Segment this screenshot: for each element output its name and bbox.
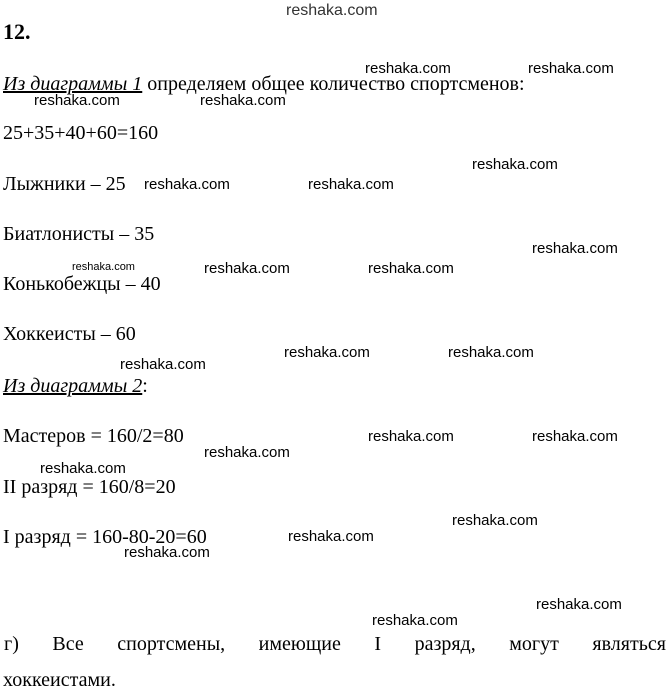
site-header-watermark: reshaka.com (286, 2, 378, 19)
answer-word: спортсмены, (117, 633, 226, 655)
section2-heading (3, 376, 148, 396)
item-skaters: Конькобежцы – 40 (3, 273, 161, 295)
watermark: reshaka.com (536, 596, 622, 613)
watermark: reshaka.com (452, 512, 538, 529)
watermark: reshaka.com (72, 261, 135, 273)
item-skiers: Лыжники – 25 (3, 173, 126, 195)
rank1-calc: I разряд = 160-80-20=60 (3, 526, 207, 548)
watermark: reshaka.com (204, 260, 290, 277)
watermark: reshaka.com (528, 60, 614, 77)
answer-word: являться (592, 633, 666, 655)
watermark: reshaka.com (532, 428, 618, 445)
watermark: reshaka.com (308, 176, 394, 193)
watermark: reshaka.com (368, 260, 454, 277)
item-hockey: Хоккеисты – 60 (3, 323, 136, 345)
watermark: reshaka.com (204, 444, 290, 461)
watermark: reshaka.com (40, 460, 126, 477)
watermark: reshaka.com (532, 240, 618, 257)
answer-word: г) (4, 633, 19, 655)
diagram1-source-ref: Из диаграммы 1 (3, 73, 143, 95)
watermark: reshaka.com (288, 528, 374, 545)
item-biathletes: Биатлонисты – 35 (3, 223, 155, 245)
answer-word: могут (509, 633, 559, 655)
watermark: reshaka.com (448, 344, 534, 361)
watermark: reshaka.com (200, 92, 286, 109)
rank2-calc: II разряд = 160/8=20 (3, 476, 176, 498)
diagram2-source-ref: Из диаграммы 2 (3, 375, 143, 397)
total-sum: 25+35+40+60=160 (3, 122, 159, 144)
problem-number: 12. (3, 19, 31, 44)
watermark: reshaka.com (368, 428, 454, 445)
answer-word: имеющие (258, 633, 341, 655)
answer-line2: хоккеистами. (3, 669, 116, 691)
watermark: reshaka.com (120, 356, 206, 373)
watermark: reshaka.com (365, 60, 451, 77)
answer-line1 (4, 629, 666, 660)
answer-word: I (374, 633, 382, 655)
watermark: reshaka.com (34, 92, 120, 109)
watermark: reshaka.com (124, 544, 210, 561)
section1-heading (3, 74, 525, 94)
masters-calc: Мастеров = 160/2=80 (3, 425, 184, 447)
watermark: reshaka.com (284, 344, 370, 361)
watermark: reshaka.com (472, 156, 558, 173)
section2-heading-colon: : (142, 375, 148, 397)
watermark: reshaka.com (144, 176, 230, 193)
watermark: reshaka.com (372, 612, 458, 629)
answer-word: разряд, (414, 633, 476, 655)
answer-word: Все (52, 633, 84, 655)
section1-heading-text: определяем общее количество спортсменов: (142, 73, 525, 95)
